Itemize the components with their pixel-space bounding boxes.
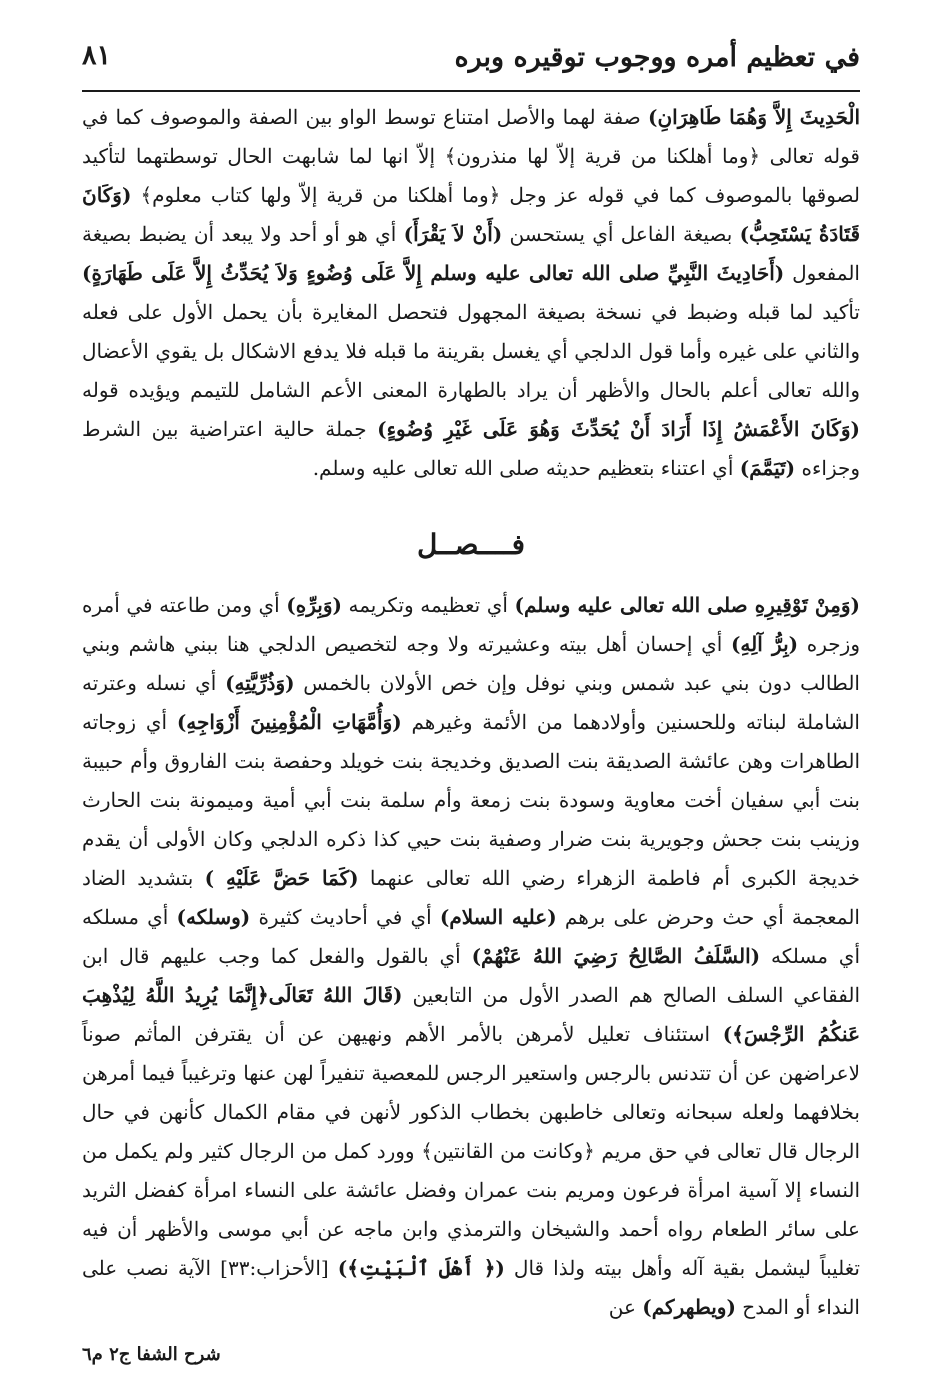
- quoted-text-segment: (وَكَانَ الأَعْمَشُ إِذَا أَرَادَ أَنْ يُحَدِّثَ وَهُوَ عَلَى غَيْرِ وُضُوءٍ): [377, 417, 861, 441]
- commentary-text-segment: بصيغة الفاعل أي يستحسن: [502, 222, 740, 246]
- quoted-text-segment: (بِرُّ آلِهِ): [730, 632, 799, 656]
- commentary-text-segment: أي زوجاته الطاهرات وهن عائشة الصديقة بنت الصديق وخديجة بنت خويلد وحفصة بنت الفاروق وأم حبيبة بنت أبي سفيان أخت معاوية وسودة بنت زمعة وأم سلمة بنت أبي أمية وميمونة بنت الحارث وزينب بنت جحش وجويرية بنت ضرار وصفية بنت حيي كذا ذكره الدلجي وكان الأولى أن يقدم خديجة الكبرى أم فاطمة الزهراء رضي الله تعالى عنهما: [82, 710, 861, 890]
- quoted-text-segment: (أَحَادِيثَ النَّبِيِّ صلى الله تعالى عليه وسلم إِلاَّ عَلَى وُضُوءٍ وَلاَ يُحَدِّثُ إِلاَّ عَلَى طَهَارَةٍ): [82, 261, 785, 285]
- quoted-text-segment: (وَكَانَ قَتَادَةُ يَسْتَحِبُّ): [82, 183, 860, 246]
- paragraph-text: [82, 98, 860, 488]
- running-header-title: في تعظيم أمره ووجوب توقيره وبره: [454, 42, 860, 73]
- quoted-text-segment: (قَالَ اللهُ تَعَالَى﴿إِنَّمَا يُرِيدُ اللَّهُ لِيُذْهِبَ عَنكُمُ الرِّجْسَ﴾): [82, 983, 861, 1046]
- commentary-text-segment: جملة حالية اعتراضية بين الشرط وجزاءه: [82, 417, 860, 480]
- commentary-text-segment: [الأحزاب:٣٣] الآية نصب على النداء أو المدح: [82, 1256, 860, 1319]
- quoted-text-segment: (السَّلَفُ الصَّالِحُ رَضِيَ اللهُ عَنْهُمْ): [471, 944, 761, 968]
- commentary-text-segment: تأكيد لما قبله وضبط في نسخة بصيغة المجهول فتحصل المغايرة بأن يحمل الأول على فعله والثاني على غيره وأما قول الدلجي أي يغسل بقرينة ما قبله فلا يدفع الاشكال بل يقوي الأعضال والله تعالى أعلم بالحال والأظهر أن يراد بالطهارة المعنى الأعم الشامل للتيمم ويؤيده قوله: [82, 300, 860, 402]
- commentary-text-segment: أي ومن طاعته في أمره وزجره: [82, 593, 860, 656]
- commentary-text-segment: عن: [608, 1295, 643, 1319]
- quoted-text-segment: (﴿ أَهْلَ ٱلْبَيْتِ﴾): [337, 1256, 505, 1280]
- commentary-text-segment: أي في أحاديث كثيرة: [250, 905, 440, 929]
- commentary-text-segment: أي مسلكه أي مسلكه: [82, 905, 860, 968]
- body-paragraph-2: [82, 586, 860, 1327]
- header-divider: [82, 90, 860, 92]
- body-paragraph-1: [82, 98, 860, 488]
- section-heading: فــــصــل: [416, 528, 526, 561]
- commentary-text-segment: أي بالقول والفعل كما وجب عليهم قال ابن الفقاعي السلف الصالح هم الصدر الأول من التابعين: [82, 944, 860, 1007]
- signature-note: شرح الشفا ج٢ م٦: [82, 1344, 221, 1365]
- commentary-text-segment: أي نسله وعترته الشاملة لبناته وللحسنين وأولادهما من الأئمة وغيرهم: [82, 671, 860, 734]
- quoted-text-segment: الْحَدِيثَ إِلاَّ وَهُمَا طَاهِرَانِ): [648, 105, 861, 129]
- commentary-text-segment: أي إحسان أهل بيته وعشيرته ولا وجه لتخصيص الدلجي هنا ببني هاشم وبني الطالب دون بني عبد شمس وبني نوفل وإن خص الأولان بالخمس: [82, 632, 860, 695]
- commentary-text-segment: استئناف تعليل لأمرهن بالأمر الأهم ونهيهن عن أن يقترفن المأثم صوناً لاعراضهن عن أن تتدنس بالرجس واستعير الرجس للمعصية تنفيراً لهن عنها وترغيباً فيما أمرهن بخلافهما ولعله سبحانه وتعالى خاطبهن بخطاب الذكور لأنهن في مقام الكمال كأنهن في حال الرجال قال تعالى في حق مريم ﴿وكانت من القانتين﴾ وورد كمل من الرجال كثير ولم يكمل من النساء إلا آسية امرأة فرعون ومريم بنت عمران وفضل عائشة على النساء امرأة كفضل الثريد على سائر الطعام رواه أحمد والشيخان والترمذي وابن ماجه عن أبي موسى والأظهر أن فيه تغليباً ليشمل بقية آله وأهل بيته ولذا قال: [82, 1022, 860, 1280]
- running-header: [82, 36, 860, 84]
- quoted-text-segment: (عليه السلام): [439, 905, 557, 929]
- quoted-text-segment: (وَبِرِّهِ): [286, 593, 342, 617]
- quoted-text-segment: (أَنْ لاَ يَقْرَأَ): [403, 222, 503, 246]
- quoted-text-segment: (كَمَا حَضَّ عَلَيْهِ ): [204, 866, 359, 890]
- quoted-text-segment: (وسلكه): [176, 905, 251, 929]
- quoted-text-segment: (وَأُمَّهَاتِ الْمُؤْمِنِينَ أَزْوَاجِهِ): [176, 710, 402, 734]
- commentary-text-segment: أي اعتناء بتعظيم حديثه صلى الله تعالى عليه وسلم.: [312, 456, 740, 480]
- commentary-text-segment: أي تعظيمه وتكريمه: [341, 593, 515, 617]
- quoted-text-segment: (وَذُرِّيَّتِهِ): [225, 671, 295, 695]
- commentary-text-segment: صفة لهما والأصل امتناع توسط الواو بين الصفة والموصوف كما في قوله تعالى ﴿وما أهلكنا من قرية إلاّ لها منذرون﴾ إلاّ انها لما شابهت الحال توسطتهما لتأكيد لصوقها بالموصوف كما في قوله عز وجل ﴿وما أهلكنا من قرية إلاّ ولها كتاب معلوم﴾: [82, 105, 860, 207]
- quoted-text-segment: (وَمِنْ تَوْقِيرِهِ صلى الله تعالى عليه وسلم): [514, 593, 860, 617]
- page-number: ٨١: [82, 40, 112, 71]
- commentary-text-segment: بتشديد الضاد المعجمة أي حث وحرض على برهم: [82, 866, 860, 929]
- quoted-text-segment: (ويطهركم): [642, 1295, 736, 1319]
- quoted-text-segment: (تَيَمَّمَ): [739, 456, 796, 480]
- commentary-text-segment: أي هو أو أحد ولا يبعد أن يضبط بصيغة المفعول: [82, 222, 860, 285]
- paragraph-text: [82, 586, 860, 1327]
